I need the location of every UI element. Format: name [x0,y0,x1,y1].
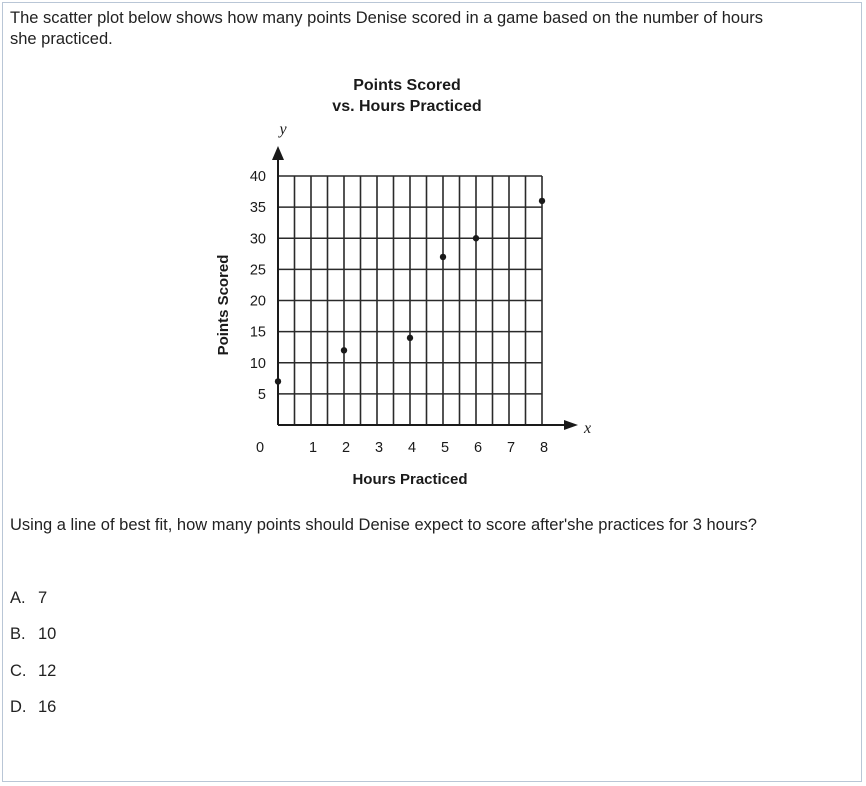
x-axis-label: Hours Practiced [352,471,468,488]
choice-c-letter: C. [10,662,27,680]
y-tick-label: 40 [249,169,266,185]
choice-c[interactable] [10,662,56,681]
intro-text: The scatter plot below shows how many points Denise scored in a game based on the number of hours she practiced. [10,9,763,48]
choice-b-text: 10 [38,625,57,643]
x-tick-label: 1 [308,440,318,456]
origin-label: 0 [255,440,265,456]
grid [278,176,542,425]
x-tick-label: 4 [407,440,417,456]
y-tick-label: 5 [257,386,266,403]
data-point [440,254,446,260]
y-tick-label: 20 [249,293,266,310]
data-point [539,198,545,204]
x-tick-label: 3 [374,440,384,456]
x-tick-label: 5 [440,440,450,456]
x-axis-variable: x [584,420,592,437]
y-tick-label: 10 [249,355,266,372]
x-tick-label: 7 [506,440,516,456]
x-tick-label: 8 [539,440,549,456]
y-tick-label: 15 [249,324,266,341]
data-point [275,378,281,384]
chart-title-line1: Points Scored [353,77,461,94]
choice-b[interactable] [10,625,56,644]
y-axis-variable: y [279,121,287,138]
y-tick-label: 25 [249,262,266,279]
x-tick-label: 6 [473,440,483,456]
x-axis-arrow [564,420,578,430]
y-axis-label: Points Scored [215,254,232,356]
axes [272,146,578,430]
choice-d-letter: D. [10,698,27,716]
data-point [473,235,479,241]
choice-d[interactable] [10,698,56,717]
choice-a-letter: A. [10,589,26,607]
choice-d-text: 16 [38,698,57,716]
x-tick-label: 2 [341,440,351,456]
choice-a[interactable] [10,589,47,608]
choice-c-text: 12 [38,662,57,680]
y-axis-arrow [272,146,284,160]
choice-b-letter: B. [10,625,26,643]
data-point [407,335,413,341]
y-tick-label: 35 [249,200,266,217]
chart-title-line2: vs. Hours Practiced [332,98,482,115]
y-tick-label: 30 [249,231,266,248]
choice-a-text: 7 [38,589,48,607]
data-point [341,347,347,353]
question-text: Using a line of best fit, how many points should Denise expect to score after'she practices for 3 hours? [10,516,757,534]
